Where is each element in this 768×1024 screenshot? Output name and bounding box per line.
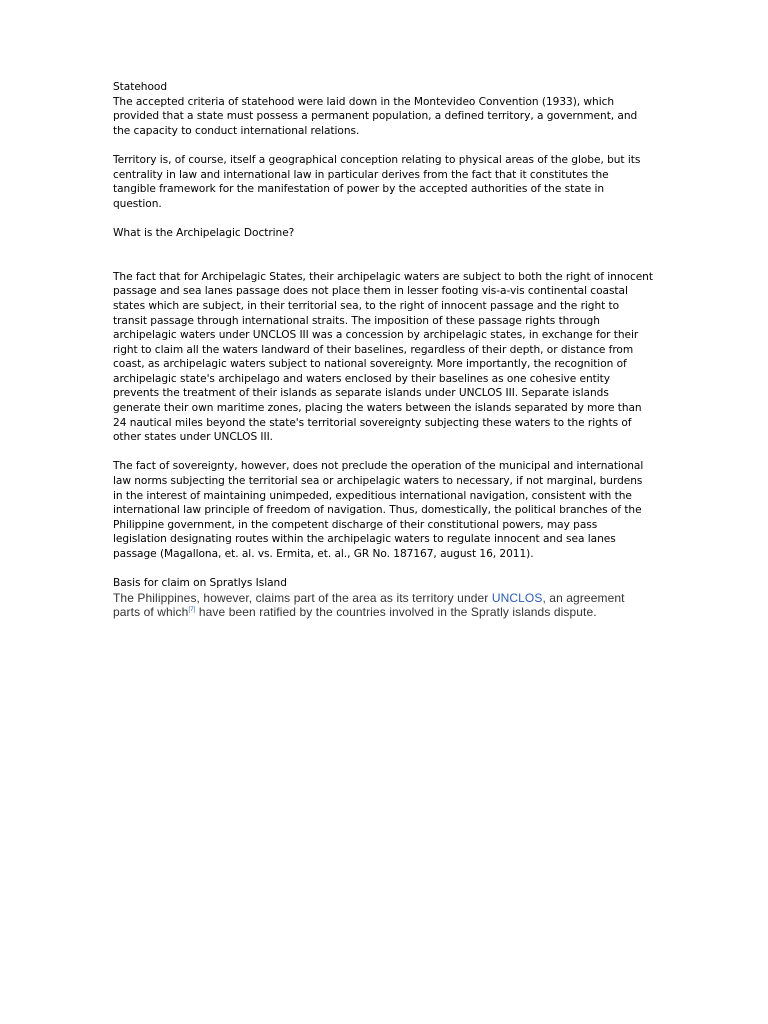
document-body xyxy=(113,80,653,619)
spratlys-text-start: The Philippines, however, claims part of the area as its territory under xyxy=(113,590,492,605)
paragraph-spacer xyxy=(113,562,653,577)
spratlys-text-middle: , an agreement parts of which xyxy=(113,590,625,619)
citation-link[interactable]: [7] xyxy=(188,606,196,613)
paragraph-spacer xyxy=(113,445,653,460)
paragraph-statehood: The accepted criteria of statehood were laid down in the Montevideo Convention (1933), which provided that a state must possess a permanent population, a defined territory, a government, and the capacity to conduct international relations. xyxy=(113,95,638,137)
spratlys-text-end: have been ratified by the countries involved in the Spratly islands dispute. xyxy=(195,604,597,619)
heading-statehood: Statehood xyxy=(113,81,167,93)
paragraph-archipelagic: The fact that for Archipelagic States, their archipelagic waters are subject to both the right of innocent passage and sea lanes passage does not place them in lesser footing vis-a-vis continental coastal states which are subject, in their territorial sea, to the right of innocent passage and the right to transit passage through international straits. The imposition of these passage rights through archipelagic waters under UNCLOS III was a concession by archipelagic states, in exchange for their right to claim all the waters landward of their baselines, regardless of their depth, or distance from coast, as archipelagic waters subject to national sovereignty. More importantly, the recognition of archipelagic state's archipelago and waters enclosed by their baselines as one cohesive entity prevents the treatment of their islands as separate islands under UNCLOS III. Separate islands generate their own maritime zones, placing the waters between the islands separated by more than 24 nautical miles beyond the state's territorial sovereignty subjecting these waters to the rights of other states under UNCLOS III. xyxy=(113,270,653,444)
unclos-link[interactable]: UNCLOS xyxy=(491,590,543,605)
heading-spratlys: Basis for claim on Spratlys Island xyxy=(113,577,287,590)
question-archipelagic-doctrine: What is the Archipelagic Doctrine? xyxy=(113,226,295,239)
paragraph-territory: Territory is, of course, itself a geographical conception relating to physical areas of the globe, but its centrality in law and international law in particular derives from the fact that it constitutes the tangible framework for the manifestation of power by the accepted authorities of the state in question. xyxy=(113,153,641,210)
paragraph-spratlys xyxy=(113,591,633,619)
paragraph-sovereignty: The fact of sovereignty, however, does not preclude the operation of the municipal and international law norms subjecting the territorial sea or archipelagic waters to necessary, if not marginal, burdens in the interest of maintaining unimpeded, expeditious international navigation, consistent with the international law principle of freedom of navigation. Thus, domestically, the political branches of the Philippine government, in the competent discharge of their constitutional powers, may pass legislation designating routes within the archipelagic waters to regulate innocent and sea lanes passage (Magallona, et. al. vs. Ermita, et. al., GR No. 187167, august 16, 2011). xyxy=(113,460,644,560)
paragraph-spacer xyxy=(113,241,653,270)
paragraph-spacer xyxy=(113,211,653,226)
paragraph-spacer xyxy=(113,138,653,153)
